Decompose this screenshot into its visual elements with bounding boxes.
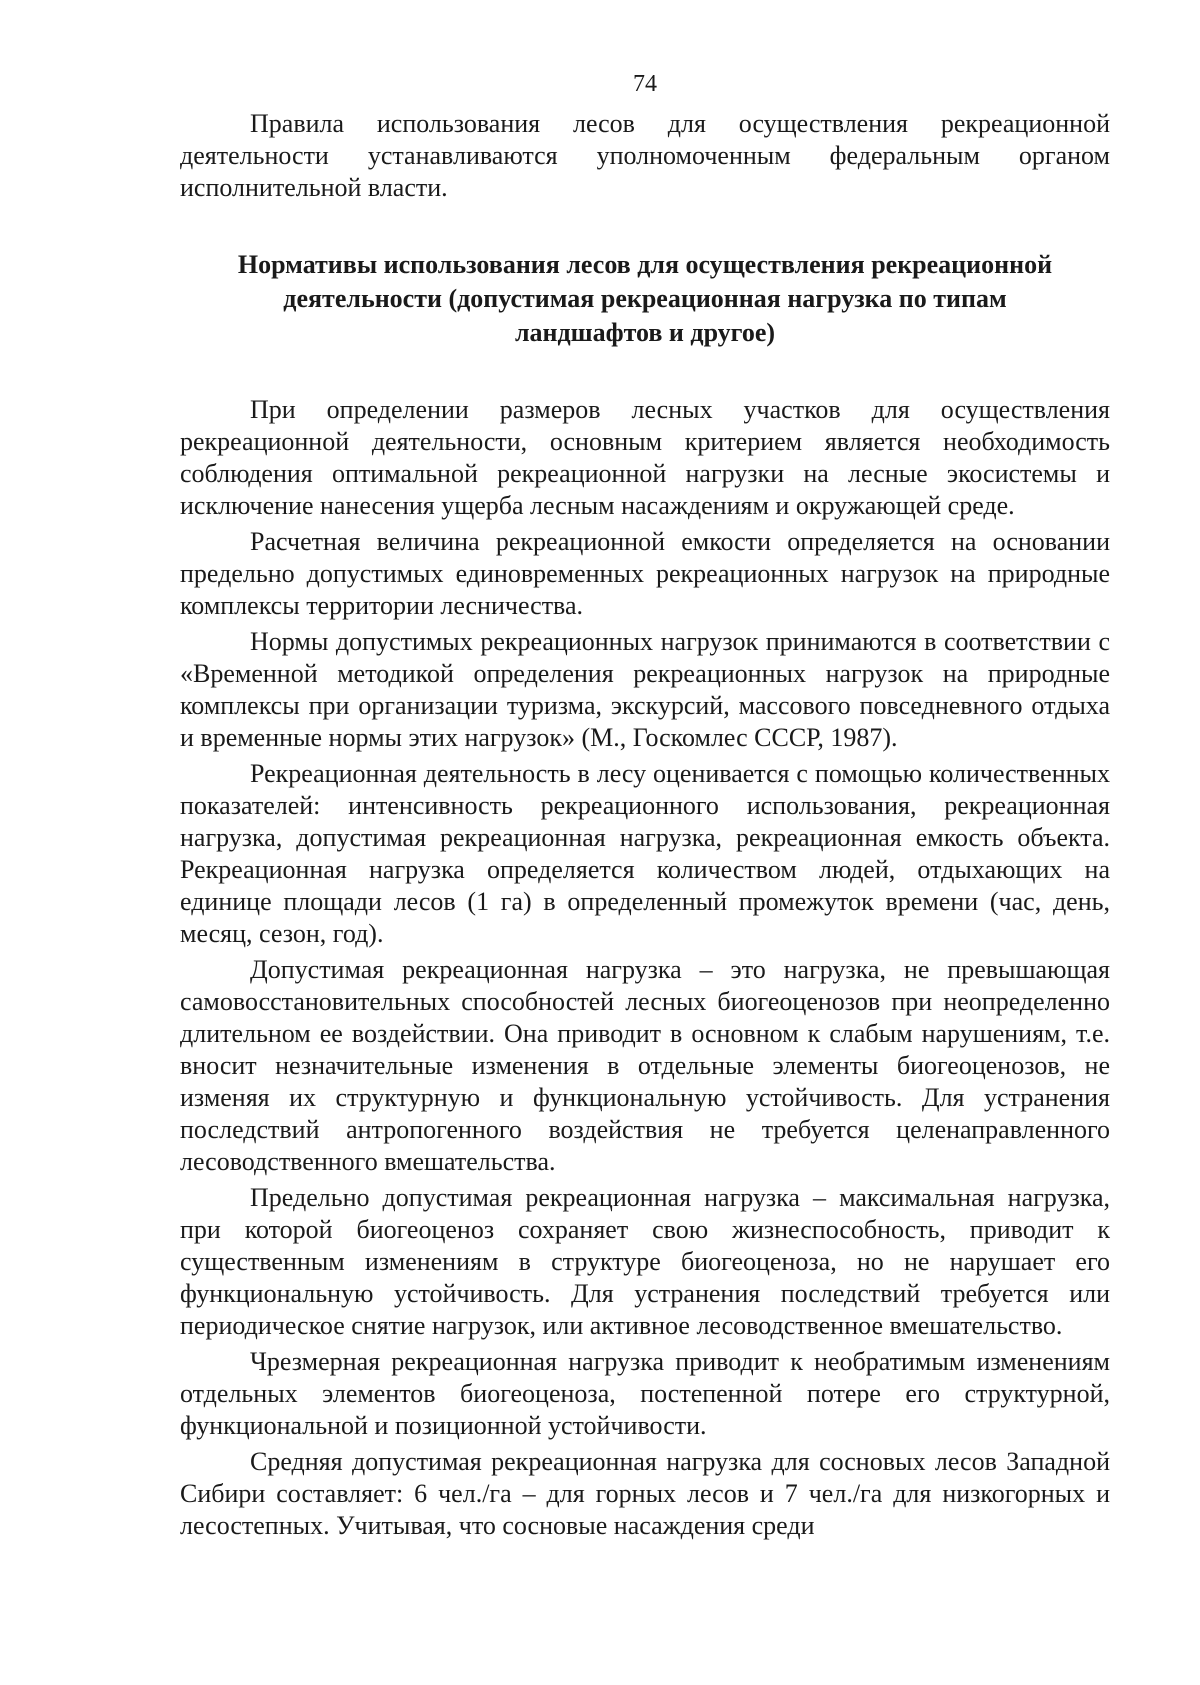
body-paragraph: Нормы допустимых рекреационных нагрузок принимаются в соответствии с «Временной методикой определения рекреационных нагрузок на природные комплексы при организации туризма, экскурсий, массового повседневного отдыха и временные нормы этих нагрузок» (М., Госкомлес СССР, 1987). (180, 627, 1110, 752)
body-paragraph: Предельно допустимая рекреационная нагрузка – максимальная нагрузка, при которой биогеоценоз сохраняет свою жизнеспособность, приводит к существенным изменениям в структуре биогеоценоза, но не нарушает его функциональную устойчивость. Для устранения последствий требуется или периодическое снятие нагрузок, или активное лесоводственное вмешательство. (180, 1183, 1110, 1340)
section-heading: Нормативы использования лесов для осуществления рекреационной деятельности (допустимая рекреационная нагрузка по типам ландшафтов и другое) (237, 250, 1053, 347)
body-paragraph: Допустимая рекреационная нагрузка – это нагрузка, не превышающая самовосстановительных способностей лесных биогеоценозов при неопределенно длительном ее воздействии. Она приводит в основном к слабым нарушениям, т.е. вносит незначительные изменения в отдельные элементы биогеоценозов, не изменяя их структурную и функциональную устойчивость. Для устранения последствий антропогенного воздействия не требуется целенаправленного лесоводственного вмешательства. (180, 955, 1110, 1176)
body-paragraph: Средняя допустимая рекреационная нагрузка для сосновых лесов Западной Сибири составляет: 6 чел./га – для горных лесов и 7 чел./га для низкогорных и лесостепных. Учитывая, что сосновые насаждения среди (180, 1447, 1110, 1540)
body-paragraph: При определении размеров лесных участков для осуществления рекреационной деятельности, основным критерием является необходимость соблюдения оптимальной рекреационной нагрузки на лесные экосистемы и исключение нанесения ущерба лесным насаждениям и окружающей среде. (180, 395, 1110, 520)
body-paragraph: Чрезмерная рекреационная нагрузка приводит к необратимым изменениям отдельных элементов биогеоценоза, постепенной потере его структурной, функциональной и позиционной устойчивости. (180, 1347, 1110, 1440)
body-paragraph: Рекреационная деятельность в лесу оценивается с помощью количественных показателей: интенсивность рекреационного использования, рекреационная нагрузка, допустимая рекреационная нагрузка, рекреационная емкость объекта. Рекреационная нагрузка определяется количеством людей, отдыхающих на единице площади лесов (1 га) в определенный промежуток времени (час, день, месяц, сезон, год). (180, 759, 1110, 948)
intro-paragraph: Правила использования лесов для осуществления рекреационной деятельности устанавливаются уполномоченным федеральным органом исполнительной власти. (180, 109, 1110, 202)
body-paragraph: Расчетная величина рекреационной емкости определяется на основании предельно допустимых единовременных рекреационных нагрузок на природные комплексы территории лесничества. (180, 527, 1110, 620)
page-number: 74 (633, 71, 657, 97)
document-page (180, 68, 1110, 1542)
